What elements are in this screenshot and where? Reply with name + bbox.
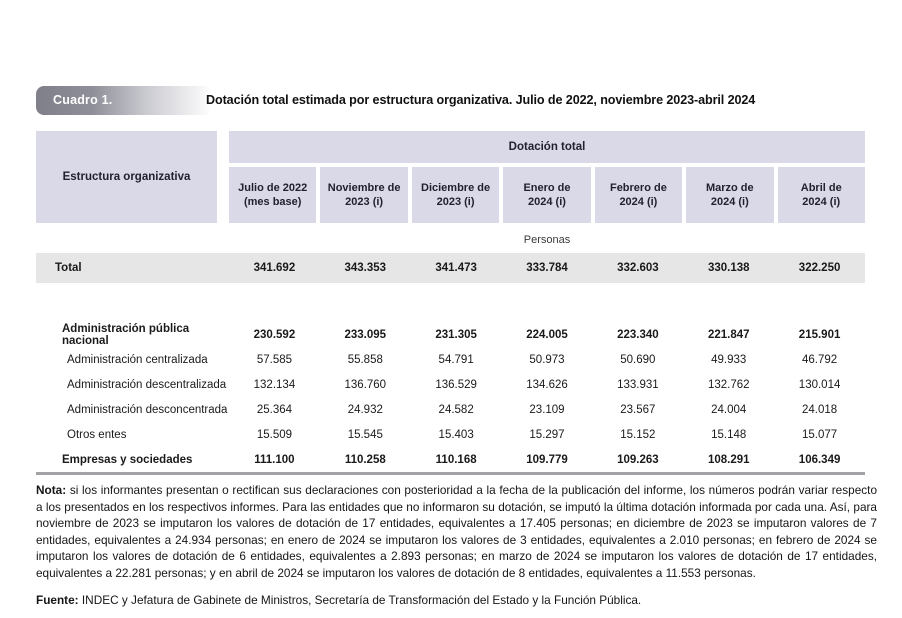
value-cell: 24.582	[438, 403, 474, 416]
table-section-gap	[36, 283, 865, 322]
source-paragraph	[36, 592, 877, 608]
table-row	[36, 397, 865, 422]
value-cell: 133.931	[617, 378, 659, 391]
value-cell: 221.847	[707, 328, 750, 341]
value-cell: 134.626	[526, 378, 568, 391]
total-row	[36, 253, 865, 283]
table-number-label: Cuadro 1.	[53, 93, 113, 107]
value-cell: 54.791	[438, 353, 474, 366]
column-header-cell	[320, 167, 407, 223]
column-header-cell	[595, 167, 682, 223]
column-header-line1: Diciembre de	[421, 182, 491, 194]
row-values	[229, 262, 865, 274]
column-header-line2: 2023 (i)	[436, 196, 475, 208]
value-cell: 15.509	[256, 428, 293, 441]
table-row	[36, 447, 865, 472]
value-cell: 111.100	[254, 453, 295, 466]
source-label: Fuente:	[36, 593, 79, 607]
value-cell: 341.692	[253, 262, 296, 274]
table-row	[36, 347, 865, 372]
value-cell: 330.138	[707, 262, 750, 274]
table-row	[36, 422, 865, 447]
value-cell: 46.792	[801, 353, 838, 366]
column-header-line2: 2024 (i)	[802, 196, 841, 208]
row-values	[229, 379, 865, 391]
value-cell: 55.858	[347, 353, 383, 366]
row-label: Administración centralizada	[67, 353, 208, 366]
value-cell: 108.291	[707, 453, 750, 466]
value-cell: 136.760	[344, 378, 387, 391]
row-label: Administración pública nacional	[62, 322, 190, 347]
units-spacer	[36, 227, 229, 251]
value-cell: 132.762	[707, 378, 750, 391]
note-text: si los informantes presentan o rectifican sus declaraciones con posterioridad a la fecha de la publicación del informe, los números podrán variar respecto a los presentados en los respectivos informes. Para las entidades que no informaron su dotación, se imputó la última dotación informada por cada una. Así, para noviembre de 2023 se imputaron los valores de dotación de 17 entidades, equivalentes a 17.405 personas; en diciembre de 2023 se imputaron valores de 7 entidades, equivalentes a 24.934 personas; en enero de 2024 se imputaron los valores de 3 entidades, equivalentes a 2.010 personas; en febrero de 2024 se imputaron los valores de dotación de 6 entidades, equivalentes a 2.893 personas; en marzo de 2024 se imputaron los valores de dotación de 17 entidades, equivalentes a 22.281 personas; y en abril de 2024 se imputaron los valores de dotación de 8 entidades, equivalentes a 11.553 personas.	[36, 483, 878, 580]
value-cell: 215.901	[798, 328, 841, 341]
column-headers-row	[229, 167, 865, 223]
row-values	[229, 329, 865, 341]
column-header-line2: 2024 (i)	[528, 196, 566, 208]
value-cell: 23.567	[620, 403, 656, 416]
value-cell: 24.004	[711, 403, 747, 416]
units-label: Personas	[523, 234, 571, 246]
value-cell: 57.585	[256, 353, 293, 366]
value-cell: 15.403	[438, 428, 474, 441]
column-header-line2: 2024 (i)	[619, 196, 658, 208]
value-cell: 322.250	[798, 262, 841, 274]
value-cell: 15.152	[620, 428, 656, 441]
value-cell: 23.109	[529, 403, 565, 416]
column-header-line1: Abril de	[800, 182, 842, 194]
value-cell: 136.529	[435, 378, 477, 391]
value-cell: 233.095	[344, 328, 387, 341]
row-values	[229, 354, 865, 366]
value-cell: 223.340	[617, 328, 659, 341]
value-cell: 15.545	[347, 428, 383, 441]
column-header-cell	[778, 167, 865, 223]
column-header-line1: Julio de 2022	[238, 182, 308, 194]
value-cell: 106.349	[798, 453, 841, 466]
value-cell: 49.933	[711, 353, 747, 366]
data-table	[36, 131, 865, 475]
value-cell: 332.603	[617, 262, 659, 274]
value-cell: 130.014	[798, 378, 841, 391]
value-cell: 50.973	[529, 353, 565, 366]
column-header-line2: (mes base)	[243, 196, 302, 208]
column-header-line1: Febrero de	[609, 182, 667, 194]
value-cell: 231.305	[435, 328, 477, 341]
value-cell: 333.784	[526, 262, 568, 274]
column-header-line1: Noviembre de	[327, 182, 401, 194]
value-cell: 109.779	[526, 453, 568, 466]
table-number-badge	[36, 86, 212, 115]
value-cell: 25.364	[256, 403, 293, 416]
row-values	[229, 404, 865, 416]
source-text: INDEC y Jefatura de Gabinete de Ministros, Secretaría de Transformación del Estado y la Función Pública.	[81, 593, 642, 607]
value-cell: 15.077	[801, 428, 838, 441]
row-values	[229, 454, 865, 466]
table-row	[36, 372, 865, 397]
value-cell: 109.263	[617, 453, 659, 466]
group-header-cell: Dotación total	[229, 131, 865, 163]
value-cell: 24.932	[347, 403, 383, 416]
value-cell: 24.018	[801, 403, 838, 416]
column-header-line2: 2023 (i)	[345, 196, 384, 208]
table-body	[36, 322, 865, 475]
table-header-right	[229, 131, 865, 223]
column-header-cell	[229, 167, 316, 223]
column-header-line1: Marzo de	[705, 182, 754, 194]
value-cell: 50.690	[620, 353, 656, 366]
value-cell: 132.134	[253, 378, 296, 391]
table-header	[36, 131, 865, 223]
row-label: Total	[55, 262, 82, 274]
value-cell: 15.148	[711, 428, 747, 441]
value-cell: 15.297	[529, 428, 565, 441]
note-label: Nota:	[36, 483, 67, 497]
value-cell: 343.353	[344, 262, 387, 274]
table-title: Dotación total estimada por estructura organizativa. Julio de 2022, noviembre 2023-abril 2024	[206, 93, 756, 107]
value-cell: 110.258	[344, 453, 386, 466]
column-header-cell	[412, 167, 499, 223]
row-label: Otros entes	[67, 428, 127, 441]
column-header-line2: 2024 (i)	[710, 196, 749, 208]
value-cell: 341.473	[435, 262, 477, 274]
column-header-cell	[686, 167, 773, 223]
row-values	[229, 429, 865, 441]
table-row	[36, 322, 865, 347]
row-label: Administración descentralizada	[67, 378, 227, 391]
column-header-cell	[503, 167, 590, 223]
row-header-cell: Estructura organizativa	[36, 131, 217, 223]
value-cell: 110.168	[435, 453, 477, 466]
units-row	[36, 227, 865, 251]
column-header-line1: Enero de	[523, 182, 571, 194]
value-cell: 230.592	[253, 328, 296, 341]
row-label: Administración desconcentrada	[67, 403, 228, 416]
value-cell: 224.005	[526, 328, 568, 341]
row-label: Empresas y sociedades	[62, 453, 193, 466]
note-paragraph	[36, 482, 877, 582]
